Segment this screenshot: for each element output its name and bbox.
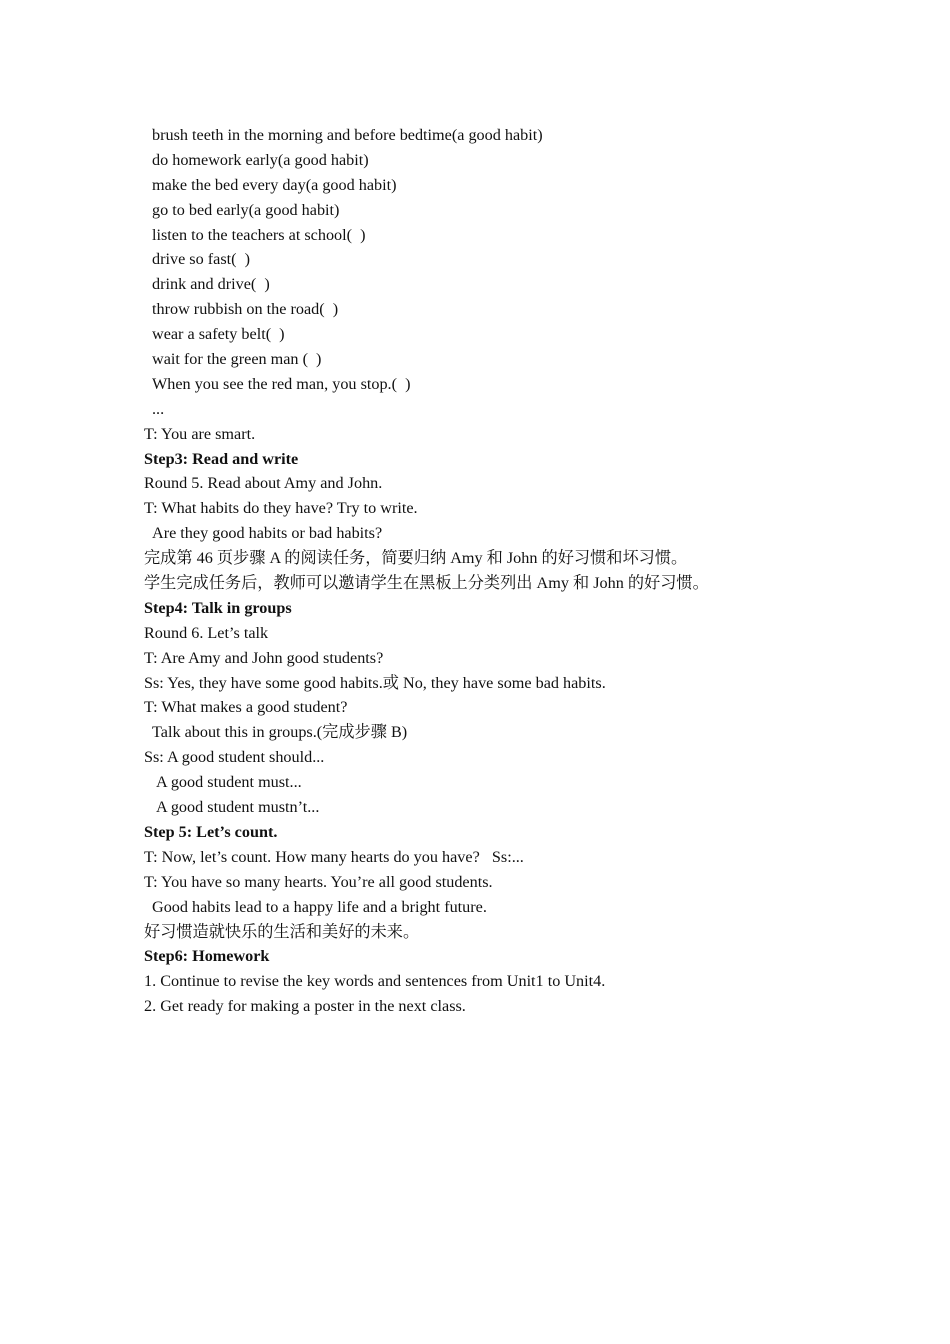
- text-line: drive so fast( ): [152, 250, 250, 269]
- text-line: 完成第 46 页步骤 A 的阅读任务，简要归纳 Amy 和 John 的好习惯和坏习惯。: [144, 549, 688, 568]
- text-line: Are they good habits or bad habits?: [152, 524, 383, 543]
- section-heading: Step3: Read and write: [144, 449, 299, 468]
- text-line: Good habits lead to a happy life and a bright future.: [152, 897, 487, 916]
- text-line: 1. Continue to revise the key words and sentences from Unit1 to Unit4.: [144, 972, 606, 991]
- text-line: 好习惯造就快乐的生活和美好的未来。: [144, 922, 420, 941]
- text-line: T: Are Amy and John good students?: [144, 648, 384, 667]
- text-line: T: What habits do they have? Try to write.: [144, 499, 418, 518]
- text-line: throw rubbish on the road( ): [152, 300, 339, 319]
- text-line: Talk about this in groups.(完成步骤 B): [152, 723, 408, 742]
- text-line: A good student mustn’t...: [156, 798, 320, 817]
- text-line: listen to the teachers at school( ): [152, 225, 366, 244]
- text-line: do homework early(a good habit): [152, 150, 369, 169]
- text-line: make the bed every day(a good habit): [152, 175, 397, 194]
- section-heading: Step6: Homework: [144, 947, 270, 966]
- text-line: Ss: A good student should...: [144, 748, 325, 767]
- text-line: go to bed early(a good habit): [152, 200, 340, 219]
- text-line: Round 5. Read about Amy and John.: [144, 474, 383, 493]
- text-line: T: You are smart.: [144, 424, 256, 443]
- text-line: 学生完成任务后，教师可以邀请学生在黑板上分类列出 Amy 和 John 的好习惯。: [144, 574, 709, 593]
- document-page: [144, 123, 844, 1019]
- text-line: wait for the green man ( ): [152, 350, 322, 369]
- text-line: A good student must...: [156, 773, 302, 792]
- text-line: Ss: Yes, they have some good habits.或 No, they have some bad habits.: [144, 673, 606, 692]
- text-line: When you see the red man, you stop.( ): [152, 374, 411, 393]
- text-line: wear a safety belt( ): [152, 325, 285, 344]
- text-line: T: You have so many hearts. You’re all good students.: [144, 872, 493, 891]
- text-line: Round 6. Let’s talk: [144, 623, 269, 642]
- text-line: brush teeth in the morning and before bedtime(a good habit): [152, 126, 543, 144]
- section-heading: Step4: Talk in groups: [144, 598, 292, 617]
- section-heading: Step 5: Let’s count.: [144, 822, 278, 841]
- text-line: T: What makes a good student?: [144, 698, 348, 717]
- text-line: drink and drive( ): [152, 275, 270, 294]
- text-line: T: Now, let’s count. How many hearts do you have? Ss:...: [144, 847, 524, 866]
- text-line: 2. Get ready for making a poster in the next class.: [144, 997, 466, 1016]
- text-line: ...: [152, 399, 165, 418]
